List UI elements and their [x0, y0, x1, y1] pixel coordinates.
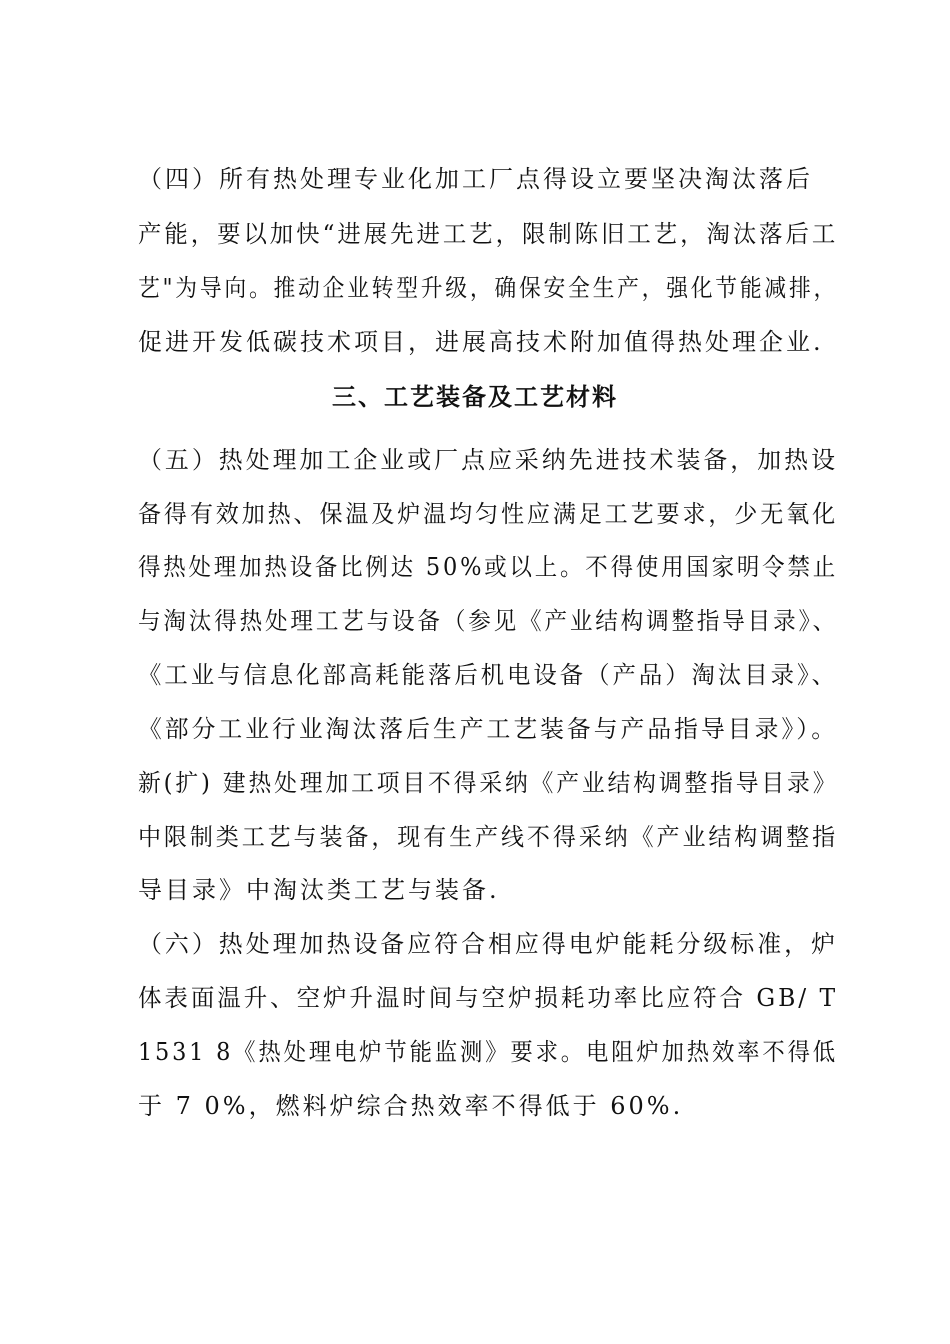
section-four-line-1: （四）所有热处理专业化加工厂点得设立要坚决淘汰落后: [138, 165, 813, 193]
section-four-line-2: 产能，要以加快“进展先进工艺，限制陈旧工艺，淘汰落后工: [138, 220, 839, 248]
section-five-line-9: 导目录》中淘汰类工艺与装备.: [138, 876, 500, 904]
section-five-line-1: （五）热处理加工企业或厂点应采纳先进技术装备，加热设: [138, 446, 838, 474]
section-four-line-4: 促进开发低碳技术项目，进展高技术附加值得热处理企业.: [138, 328, 824, 356]
section-six-line-2: 体表面温升、空炉升温时间与空炉损耗功率比应符合 GB/ T: [138, 984, 839, 1012]
section-five-line-3: 得热处理加热设备比例达 50%或以上。不得使用国家明令禁止: [138, 553, 838, 581]
section-five-line-5: 《工业与信息化部高耗能落后机电设备（产品）淘汰目录》、: [138, 661, 838, 689]
section-heading-three: 三、工艺装备及工艺材料: [332, 383, 618, 411]
section-six-line-1: （六）热处理加热设备应符合相应得电炉能耗分级标准，炉: [138, 930, 838, 958]
section-six-line-4: 于 7 0%，燃料炉综合热效率不得低于 60%.: [138, 1092, 684, 1120]
section-four-line-3: 艺"为导向。推动企业转型升级，确保安全生产，强化节能减排，: [138, 274, 839, 302]
section-five-line-8: 中限制类工艺与装备，现有生产线不得采纳《产业结构调整指: [138, 823, 838, 851]
section-five-line-7: 新(扩) 建热处理加工项目不得采纳《产业结构调整指导目录》: [138, 769, 839, 797]
section-five-line-6: 《部分工业行业淘汰落后生产工艺装备与产品指导目录》）。: [138, 715, 838, 743]
section-five-line-2: 备得有效加热、保温及炉温均匀性应满足工艺要求，少无氧化: [138, 500, 838, 528]
section-six-line-3: 1531 8《热处理电炉节能监测》要求。电阻炉加热效率不得低: [138, 1038, 838, 1066]
section-five-line-4: 与淘汰得热处理工艺与设备（参见《产业结构调整指导目录》、: [138, 607, 838, 635]
